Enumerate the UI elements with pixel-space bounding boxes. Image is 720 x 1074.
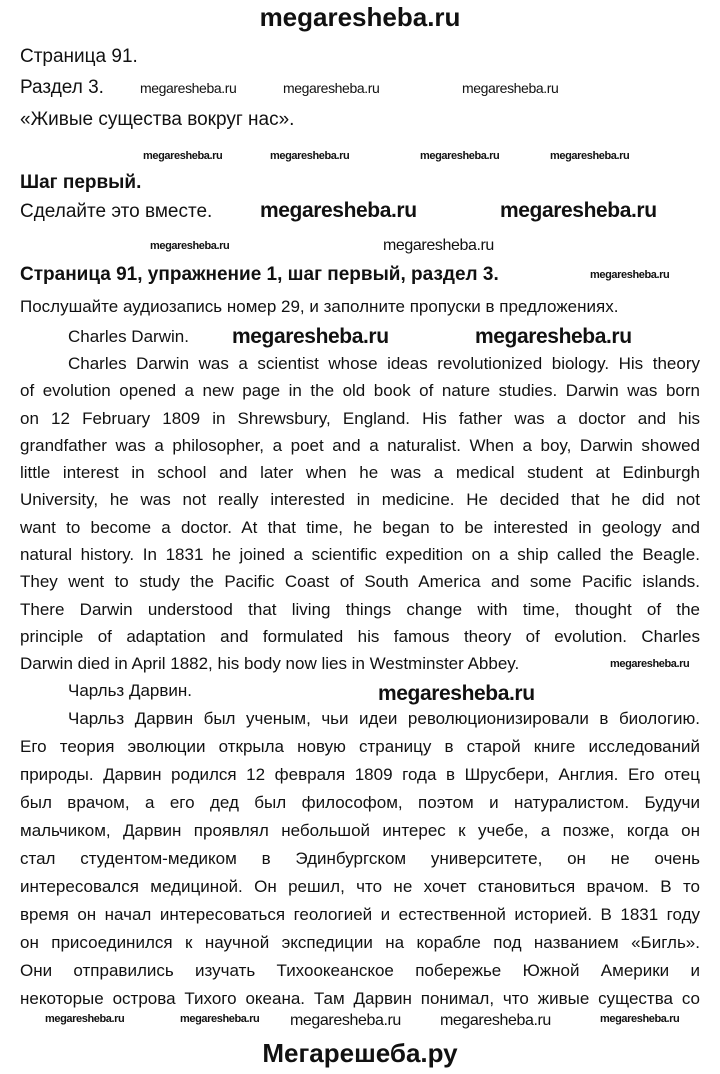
watermark: megaresheba.ru bbox=[143, 150, 223, 162]
watermark: megaresheba.ru bbox=[180, 1013, 260, 1025]
watermark: megaresheba.ru bbox=[420, 150, 500, 162]
text-line: стал студентом-медиком в Эдинбургском университете, он не очень bbox=[20, 849, 700, 868]
text-line: There Darwin understood that living things change with time, thought of the bbox=[20, 600, 700, 619]
watermark: megaresheba.ru bbox=[475, 325, 632, 348]
watermark: megaresheba.ru bbox=[290, 1012, 401, 1029]
watermark: megaresheba.ru bbox=[45, 1013, 125, 1025]
watermark: megaresheba.ru bbox=[600, 1013, 680, 1025]
page-number: Страница 91. bbox=[20, 46, 138, 67]
watermark: megaresheba.ru bbox=[232, 325, 389, 348]
text-line: They went to study the Pacific Coast of South America and some Pacific islands. bbox=[20, 572, 700, 591]
watermark: megaresheba.ru bbox=[383, 237, 494, 254]
english-title: Charles Darwin. bbox=[68, 327, 189, 346]
text-line: on 12 February 1809 in Shrewsbury, England. His father was a doctor and his bbox=[20, 409, 700, 428]
watermark: megaresheba.ru bbox=[378, 682, 535, 705]
site-footer-watermark: Мегарешеба.ру bbox=[262, 1038, 458, 1068]
text-line: Чарльз Дарвин был ученым, чьи идеи революционизировали в биологию. bbox=[68, 709, 700, 728]
watermark: megaresheba.ru bbox=[500, 199, 657, 222]
text-line: природы. Дарвин родился 12 февраля 1809 года в Шрусбери, Англия. Его отец bbox=[20, 765, 700, 784]
text-line: мальчиком, Дарвин проявлял небольшой интерес к учебе, а позже, когда он bbox=[20, 821, 700, 840]
text-line: Darwin died in April 1882, his body now lies in Westminster Abbey. bbox=[20, 654, 520, 673]
text-line: little interest in school and later when he was a medical student at Edinburgh bbox=[20, 463, 700, 482]
site-header-watermark: megaresheba.ru bbox=[259, 2, 461, 32]
step-instruction: Сделайте это вместе. bbox=[20, 201, 213, 222]
watermark: megaresheba.ru bbox=[260, 199, 417, 222]
text-line: некоторые острова Тихого океана. Там Дарвин понимал, что живые существа со bbox=[20, 989, 700, 1008]
text-line: natural history. In 1831 he joined a scientific expedition on a ship called the Beagle. bbox=[20, 545, 700, 564]
watermark: megaresheba.ru bbox=[590, 269, 670, 281]
section-number: Раздел 3. bbox=[20, 77, 104, 98]
topic-title: «Живые существа вокруг нас». bbox=[20, 109, 295, 130]
watermark: megaresheba.ru bbox=[610, 658, 690, 670]
text-line: был врачом, а его дед был философом, поэтом и натуралистом. Будучи bbox=[20, 793, 700, 812]
text-line: Его теория эволюции открыла новую страницу в старой книге исследований bbox=[20, 737, 700, 756]
text-line: время он начал интересоваться геологией и естественной историей. В 1831 году bbox=[20, 905, 700, 924]
text-line: grandfather was a philosopher, a poet and a naturalist. When a boy, Darwin showed bbox=[20, 436, 700, 455]
watermark: megaresheba.ru bbox=[462, 80, 559, 96]
text-line: of evolution opened a new page in the old book of nature studies. Darwin was born bbox=[20, 381, 700, 400]
text-line: want to become a doctor. At that time, he began to be interested in geology and bbox=[20, 518, 700, 537]
watermark: megaresheba.ru bbox=[440, 1012, 551, 1029]
watermark: megaresheba.ru bbox=[270, 150, 350, 162]
text-line: Charles Darwin was a scientist whose ideas revolutionized biology. His theory bbox=[68, 354, 700, 373]
watermark: megaresheba.ru bbox=[140, 80, 237, 96]
exercise-task: Послушайте аудиозапись номер 29, и заполните пропуски в предложениях. bbox=[20, 297, 619, 316]
text-line: principle of adaptation and formulated his famous theory of evolution. Charles bbox=[20, 627, 700, 646]
watermark: megaresheba.ru bbox=[283, 80, 380, 96]
russian-title: Чарльз Дарвин. bbox=[68, 681, 193, 700]
text-line: Они отправились изучать Тихоокеанское побережье Южной Америки и bbox=[20, 961, 700, 980]
text-line: University, he was not really interested in medicine. He decided that he did not bbox=[20, 490, 700, 509]
exercise-heading: Страница 91, упражнение 1, шаг первый, раздел 3. bbox=[20, 264, 499, 285]
watermark: megaresheba.ru bbox=[150, 240, 230, 252]
text-line: он присоединился к научной экспедиции на корабле под названием «Бигль». bbox=[20, 933, 700, 952]
text-line: интересовался медициной. Он решил, что не хочет становиться врачом. В то bbox=[20, 877, 700, 896]
watermark: megaresheba.ru bbox=[550, 150, 630, 162]
step-title: Шаг первый. bbox=[20, 172, 142, 193]
